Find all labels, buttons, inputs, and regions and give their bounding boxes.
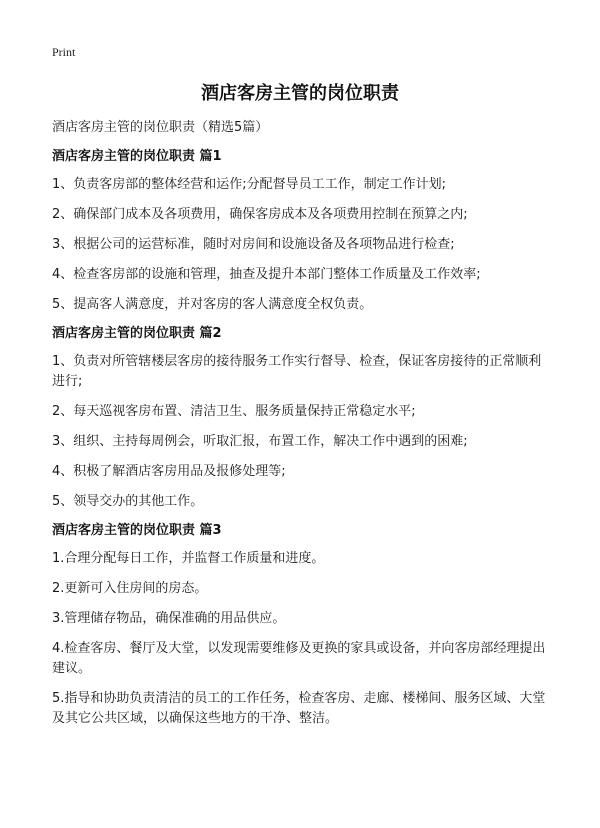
list-item: 5、提高客人满意度，并对客房的客人满意度全权负责。 — [52, 297, 373, 312]
list-item: 3.管理储存物品，确保准确的用品供应。 — [52, 611, 286, 626]
print-link[interactable]: Print — [52, 45, 76, 59]
list-item: 2、确保部门成本及各项费用，确保客房成本及各项费用控制在预算之内; — [52, 207, 468, 222]
page-title: 酒店客房主管的岗位职责 — [201, 83, 399, 104]
list-item: 5、领导交办的其他工作。 — [52, 494, 204, 509]
list-item: 3、根据公司的运营标准，随时对房间和设施设备及各项物品进行检查; — [52, 237, 455, 252]
list-item: 2、每天巡视客房布置、清洁卫生、服务质量保持正常稳定水平; — [52, 404, 416, 419]
list-item: 4、积极了解酒店客房用品及报修处理等; — [52, 464, 286, 479]
list-item: 5.指导和协助负责清洁的员工的工作任务，检查客房、走廊、楼梯间、服务区域、大堂及其它公共区域，以确保这些地方的干净、整洁。 — [52, 691, 546, 726]
list-item: 1、负责客房部的整体经营和运作;分配督导员工工作，制定工作计划; — [52, 177, 447, 192]
list-item: 2.更新可入住房间的房态。 — [52, 581, 208, 596]
list-item: 1、负责对所管辖楼层客房的接待服务工作实行督导、检查，保证客房接待的正常顺利进行; — [52, 354, 542, 389]
section-heading-3: 酒店客房主管的岗位职责 篇3 — [52, 523, 222, 538]
list-item: 3、组织、主持每周例会，听取汇报，布置工作，解决工作中遇到的困难; — [52, 434, 468, 449]
list-item: 1.合理分配每日工作，并监督工作质量和进度。 — [52, 551, 325, 566]
document-subtitle: 酒店客房主管的岗位职责（精选5篇） — [52, 120, 269, 135]
list-item: 4.检查客房、餐厅及大堂，以发现需要维修及更换的家具或设备，并向客房部经理提出建议。 — [52, 641, 546, 676]
list-item: 4、检查客房部的设施和管理，抽查及提升本部门整体工作质量及工作效率; — [52, 267, 481, 282]
section-heading-1: 酒店客房主管的岗位职责 篇1 — [52, 149, 222, 164]
section-heading-2: 酒店客房主管的岗位职责 篇2 — [52, 326, 222, 341]
